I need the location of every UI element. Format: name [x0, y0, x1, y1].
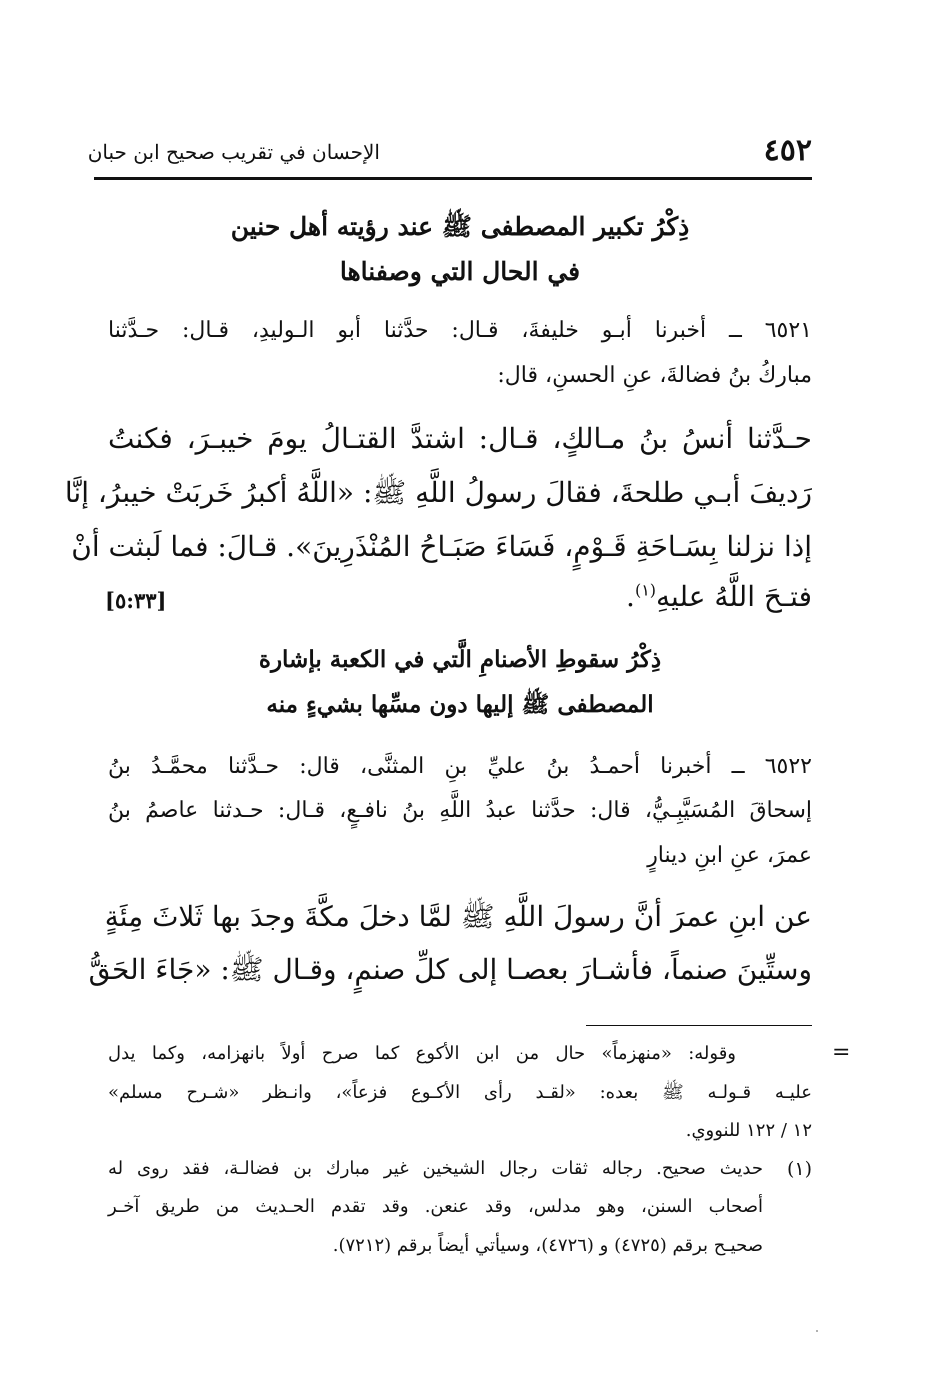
footnote-1-number: (١): [786, 1158, 812, 1180]
scan-speck: [816, 1330, 818, 1332]
section2-heading-line2: المصطفى ﷺ إليها دون مسِّها بشيءٍ منه: [266, 691, 654, 718]
page-number: ٤٥٢: [763, 133, 812, 168]
section1-heading-line1: ذِكْرُ تكبير المصطفى ﷺ عند رؤيته أهل حنين: [230, 212, 690, 241]
section1-isnad-line1: ٦٥٢١ ــ أخبرنا أبـو خليفةَ، قـال: حدَّثنا أبو الـوليدِ، قـال: حـدَّثنا: [108, 318, 812, 343]
section2-matn-line1: عن ابنِ عمرَ أنَّ رسولَ اللَّهِ ﷺ لمَّا دخلَ مكَّةَ وجدَ بها ثَلاثَ مِئَةٍ: [104, 900, 812, 933]
footnote-rule: [586, 1025, 812, 1026]
section1-isnad-line2: مباركُ بنُ فضالةَ، عنِ الحسنِ، قال:: [497, 363, 812, 388]
footnote-continuation-mark: =: [832, 1040, 851, 1065]
section1-matn-line1: حـدَّثنا أنسُ بنُ مـالكٍ، قـال: اشتدَّ القتـالُ يومَ خيبـرَ، فكنتُ: [108, 422, 812, 455]
running-header-title: الإحسان في تقريب صحيح ابن حبان: [87, 140, 380, 164]
footnote-ref-1[interactable]: (١): [634, 580, 657, 600]
footnote-cont-line2: عليـه قـولـه ﷺ بعده: «لقـد رأى الأكـوع فزعاً»، وانـظر «شـرح مسلم»: [108, 1082, 812, 1103]
footnote-1-line2: أصحاب السنن، وهو مدلس، وقد عنعن. وقد تقدم الحـديث من طريق آخـر: [108, 1196, 763, 1217]
section2-isnad-line3: عمرَ، عنِ ابنِ دينارٍ: [647, 843, 812, 868]
section1-heading-line2: في الحال التي وصفناها: [339, 257, 581, 286]
section2-isnad-line1: ٦٥٢٢ ــ أخبرنا أحمـدُ بنُ عليِّ بنِ المثنَّى، قال: حـدَّثنا محمَّـدُ بنُ: [108, 754, 812, 779]
section1-matn-line2: رَديفَ أبـي طلحةَ، فقالَ رسولُ اللَّهِ ﷺ: «اللَّهُ أكبرُ خَربَتْ خيبرُ، إنَّا: [64, 476, 812, 509]
section2-matn-line2: وستِّينَ صنماً، فأشـارَ بعصـا إلى كلِّ صنمٍ، وقـال ﷺ: «جَاءَ الحَقُّ: [88, 953, 812, 986]
matn-line4-end: .: [626, 580, 635, 613]
footnote-1-line1: حديث صحيح. رجاله ثقات رجال الشيخين غير مبارك بن فضالـة، فقد روى له: [108, 1158, 763, 1179]
footnote-cont-line1: وقوله: «منهزماً» حال من ابن الأكوع كما صرح أولاً بانهزامه، وكما يدل: [108, 1043, 736, 1064]
header-rule: [94, 177, 812, 180]
footnote-cont-line3: ١٢ / ١٢٢ للنووي.: [685, 1120, 812, 1141]
source-reference-tag: [٥:٣٣]: [105, 588, 167, 613]
section1-matn-line3: إذا نزلنا بِسَـاحَةِ قَـوْمٍ، فَسَاءَ صَبَـاحُ المُنْذَرِينَ». قـالَ: فما لَبثت أنْ: [71, 530, 812, 563]
footnote-1-line3: صحيـح برقم (٤٧٢٥) و (٤٧٢٦)، وسيأتي أيضاً برقم (٧٢١٢).: [332, 1235, 763, 1256]
section2-heading-line1: ذِكْرُ سقوطِ الأصنامِ الَّتي في الكعبة بإشارة: [258, 646, 662, 673]
matn-line4-text: فتـحَ اللَّهُ عليهِ: [656, 580, 812, 613]
section2-isnad-line2: إسحاقَ المُسَيَّبِـيُّ، قال: حدَّثنا عبدُ اللَّهِ بنُ نافـعٍ، قـال: حـدثنا عاصمُ بنُ: [108, 798, 812, 823]
